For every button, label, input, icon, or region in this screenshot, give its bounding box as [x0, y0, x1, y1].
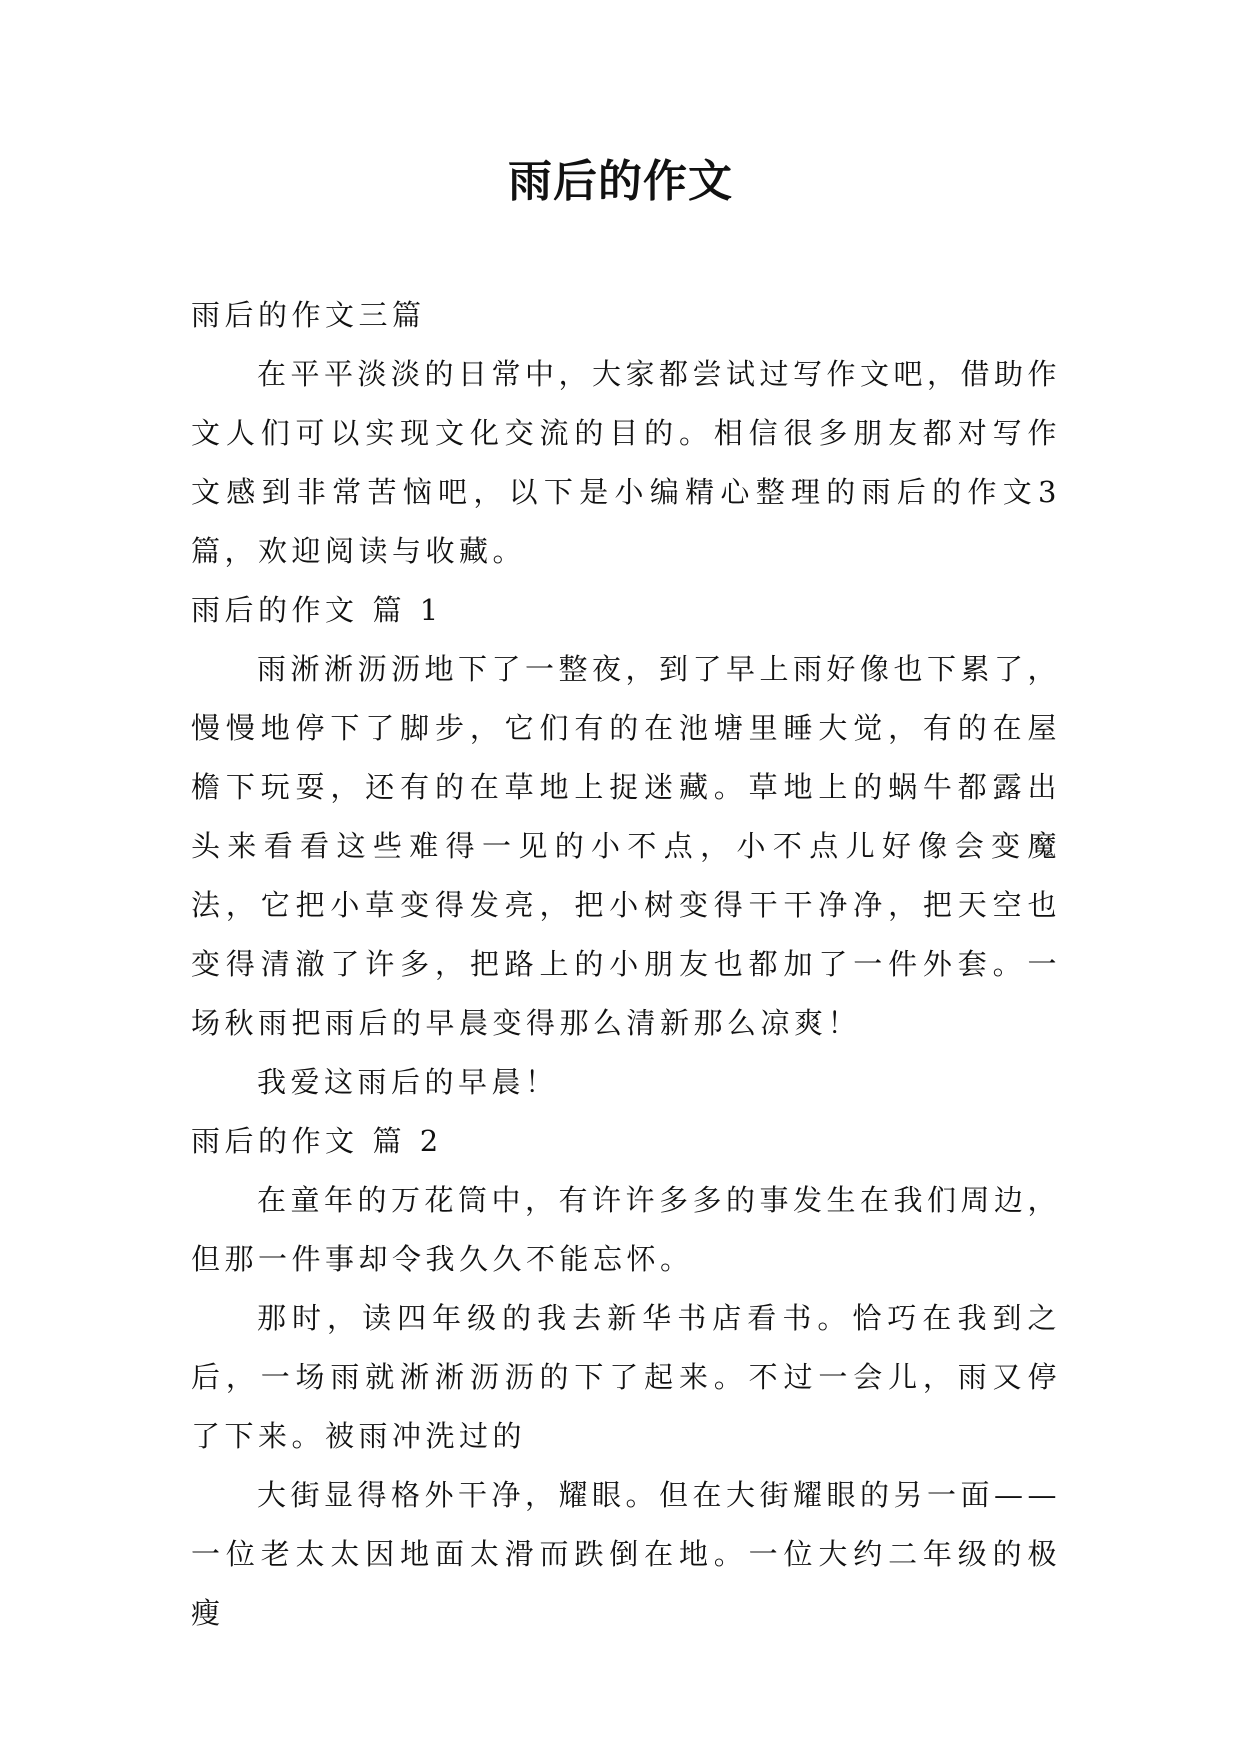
intro-heading: 雨后的作文三篇: [191, 298, 426, 332]
document-title: 雨后的作文: [508, 156, 733, 207]
section-1-paragraph: 雨淅淅沥沥地下了一整夜，到了早上雨好像也下累了，慢慢地停下了脚步，它们有的在池塘里睡大觉，有的在屋檐下玩耍，还有的在草地上捉迷藏。草地上的蜗牛都露出头来看看这些难得一见的小不点，小不点儿好像会变魔法，它把小草变得发亮，把小树变得干干净净，把天空也变得清澈了许多，把路上的小朋友也都加了一件外套。一场秋雨把雨后的早晨变得那么清新那么凉爽！: [191, 652, 1062, 1040]
section-1-heading-number: 篇 1: [372, 593, 443, 627]
section-2-heading-number: 篇 2: [372, 1124, 443, 1158]
section-2-heading: [191, 1112, 1061, 1171]
intro-paragraph: 在平平淡淡的日常中，大家都尝试过写作文吧，借助作文人们可以实现文化交流的目的。相信很多朋友都对写作文感到非常苦恼吧，以下是小编精心整理的雨后的作文3篇，欢迎阅读与收藏。: [191, 357, 1062, 568]
section-2-paragraph: 那时，读四年级的我去新华书店看书。恰巧在我到之后，一场雨就淅淅沥沥的下了起来。不过一会儿，雨又停了下来。被雨冲洗过的: [191, 1301, 1061, 1453]
section-1-paragraph: 我爱这雨后的早晨！: [257, 1065, 559, 1099]
document-body: [191, 286, 1061, 1643]
section-2-paragraph: 在童年的万花筒中，有许许多多的事发生在我们周边，但那一件事却令我久久不能忘怀。: [191, 1183, 1062, 1276]
section-2-heading-title: 雨后的作文: [191, 1124, 359, 1158]
section-1-heading: [191, 581, 1061, 640]
section-1-heading-title: 雨后的作文: [191, 593, 359, 627]
section-2-paragraph: 大街显得格外干净，耀眼。但在大街耀眼的另一面——一位老太太因地面太滑而跌倒在地。一位大约二年级的极瘦: [191, 1478, 1062, 1630]
